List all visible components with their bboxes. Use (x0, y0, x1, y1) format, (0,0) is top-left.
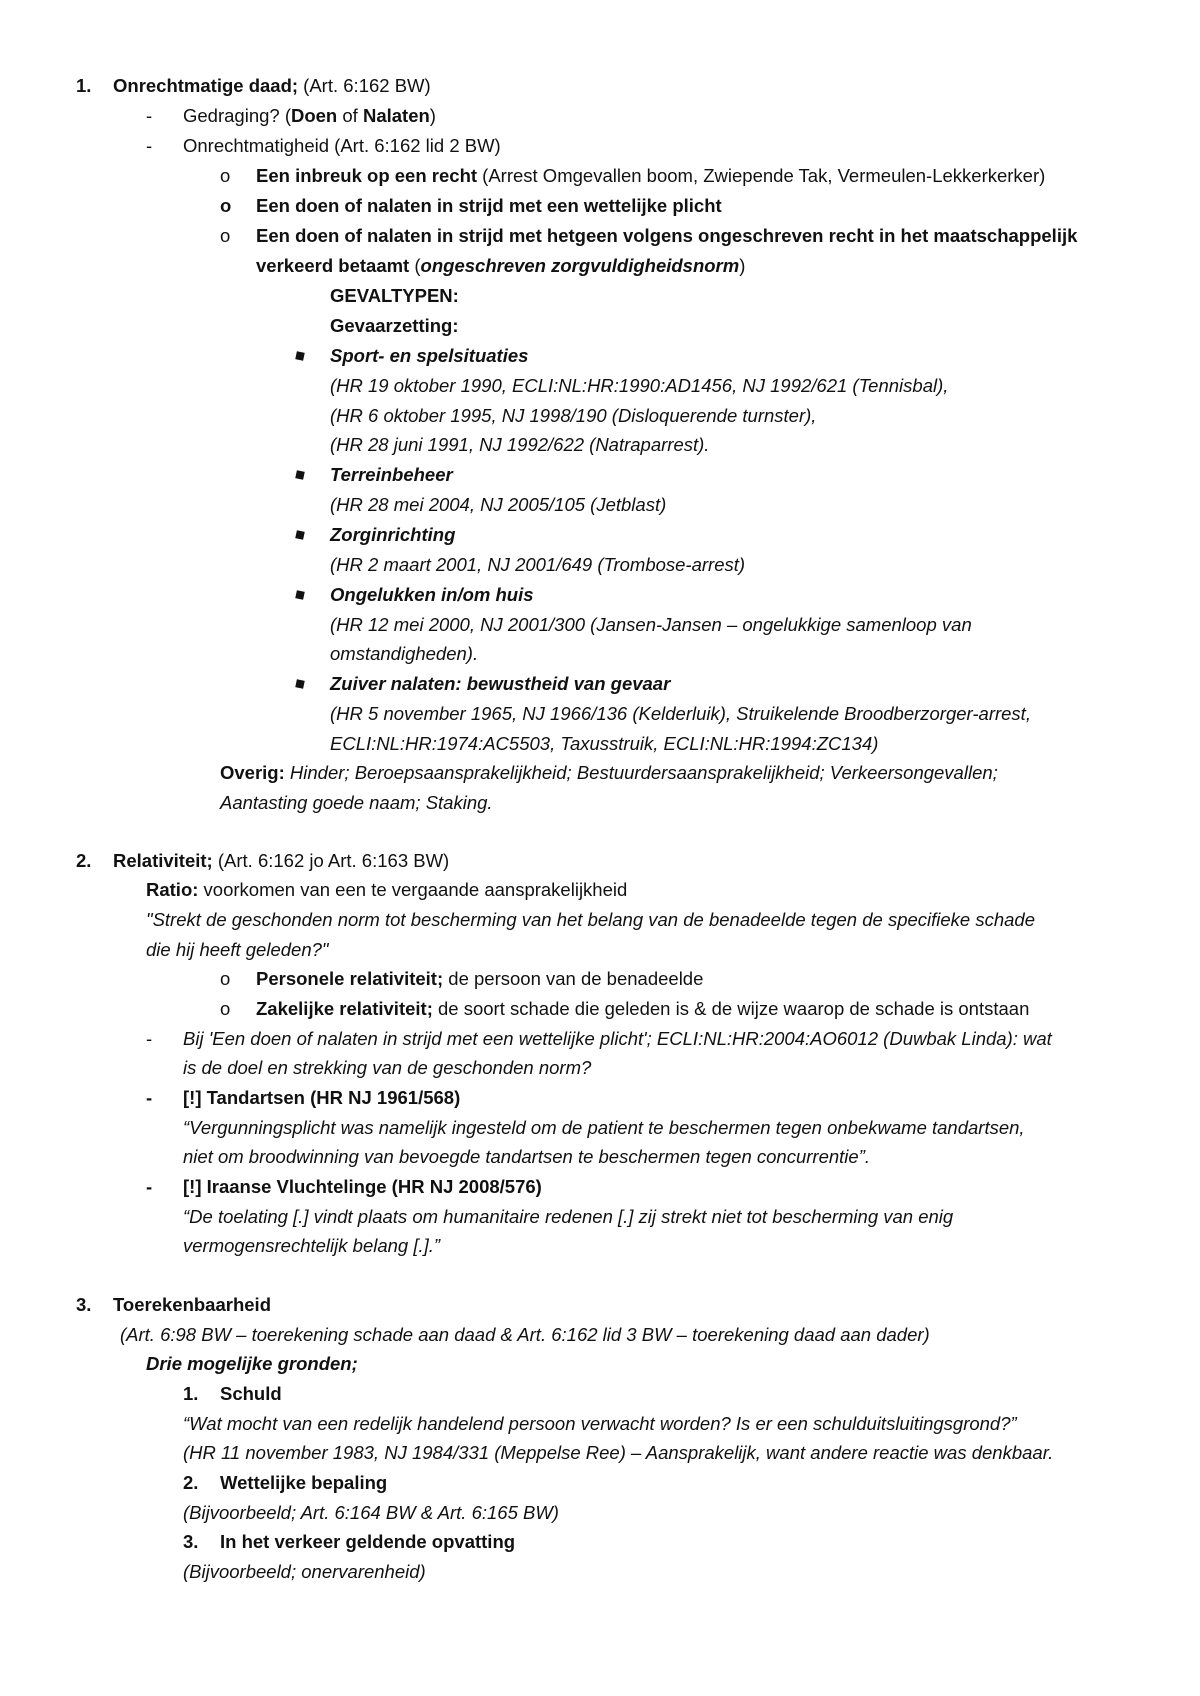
tandartsen-quote-2: niet om broodwinning van bevoegde tandartsen te beschermen tegen concurrentie”. (183, 1146, 870, 1167)
gedraging-text: Gedraging? ( (183, 105, 291, 126)
terrein-heading: Terreinbeheer (330, 464, 453, 485)
bij-line-2: is de doel en strekking van de geschonden norm? (183, 1057, 592, 1078)
circle-marker: o (220, 998, 231, 1019)
onrechtmatigheid-line: Onrechtmatigheid (Art. 6:162 lid 2 BW) (183, 135, 501, 156)
inbreuk-bold: Een inbreuk op een recht (256, 165, 478, 186)
overig-line-2: Aantasting goede naam; Staking. (220, 792, 493, 813)
circle-marker: o (220, 165, 231, 186)
zuiver-heading: Zuiver nalaten: bewustheid van gevaar (330, 673, 671, 694)
ongelukken-case-1: (HR 12 mei 2000, NJ 2001/300 (Jansen-Jansen – ongelukkige samenloop van (330, 614, 972, 635)
zorgvuldigheidsnorm: ongeschreven zorgvuldigheidsnorm (420, 255, 740, 276)
schuld-case: (HR 11 november 1983, NJ 1984/331 (Meppelse Ree) – Aansprakelijk, want andere reactie was denkbaar. (183, 1442, 1054, 1463)
dash-marker: - (146, 1028, 153, 1049)
ongelukken-heading: Ongelukken in/om huis (330, 584, 534, 605)
gedraging-of: of (337, 105, 363, 126)
circle-marker: o (220, 195, 232, 216)
paren-close: ) (739, 255, 746, 276)
personele-label: Personele relativiteit; (256, 968, 444, 989)
ground-3-number: 3. (183, 1531, 199, 1552)
ratio-label: Ratio: (146, 879, 199, 900)
ground-1-number: 1. (183, 1383, 199, 1404)
section-3-number: 3. (76, 1294, 92, 1315)
zakelijke-line (256, 996, 1029, 1022)
tandartsen-quote-1: “Vergunningsplicht was namelijk ingesteld om de patient te beschermen tegen onbekwame tandartsen, (183, 1117, 1025, 1138)
zakelijke-label: Zakelijke relativiteit; (256, 998, 433, 1019)
tandartsen-heading: [!] Tandartsen (HR NJ 1961/568) (183, 1087, 461, 1108)
gedraging-doen: Doen (290, 105, 338, 126)
bold-dash-marker: - (146, 1176, 153, 1197)
wettelijke-bepaling-example: (Bijvoorbeeld; Art. 6:164 BW & Art. 6:165 BW) (183, 1502, 559, 1523)
square-bullet-icon (295, 470, 304, 479)
iraanse-heading: [!] Iraanse Vluchtelinge (HR NJ 2008/576) (183, 1176, 542, 1197)
inbreuk-ref: (Arrest Omgevallen boom, Zwiepende Tak, Vermeulen-Lekkerkerker) (477, 165, 1046, 186)
gevaltypen-heading: GEVALTYPEN: (330, 285, 459, 306)
gedraging-line (183, 103, 436, 129)
schuld-heading: Schuld (220, 1383, 282, 1404)
section-2-title: Relativiteit; (113, 850, 213, 871)
square-bullet-icon (295, 351, 304, 360)
ratio-line (146, 877, 627, 903)
bold-dash-marker: - (146, 1087, 153, 1108)
square-bullet-icon (295, 679, 304, 688)
gedraging-close: ) (429, 105, 436, 126)
verkeerd-betaamt: verkeerd betaamt (256, 255, 410, 276)
paren-open: ( (409, 255, 421, 276)
schuld-quote: “Wat mocht van een redelijk handelend persoon verwacht worden? Is er een schulduitsluitingsgrond?” (183, 1413, 1017, 1434)
sport-case-1: (HR 19 oktober 1990, ECLI:NL:HR:1990:AD1456, NJ 1992/621 (Tennisbal), (330, 375, 949, 396)
zuiver-case-2: ECLI:NL:HR:1974:AC5503, Taxusstruik, ECLI:NL:HR:1994:ZC134) (330, 733, 879, 754)
inbreuk-line (256, 163, 1045, 189)
sport-case-2: (HR 6 oktober 1995, NJ 1998/190 (Disloquerende turnster), (330, 405, 817, 426)
circle-marker: o (220, 968, 231, 989)
section-1-number: 1. (76, 75, 92, 96)
gevaarzetting-heading: Gevaarzetting: (330, 315, 459, 336)
overig-label: Overig: (220, 762, 285, 783)
quote-line-1: "Strekt de geschonden norm tot bescherming van het belang van de benadeelde tegen de specifieke schade (146, 909, 1036, 930)
circle-marker: o (220, 225, 231, 246)
section-2-number: 2. (76, 850, 92, 871)
zuiver-case-1: (HR 5 november 1965, NJ 1966/136 (Kelderluik), Struikelende Broodberzorger-arrest, (330, 703, 1031, 724)
sport-heading: Sport- en spelsituaties (330, 345, 529, 366)
gedraging-nalaten: Nalaten (362, 105, 430, 126)
ongeschreven-line-1: Een doen of nalaten in strijd met hetgeen volgens ongeschreven recht in het maatschappelijk (256, 225, 1078, 246)
overig-list: Hinder; Beroepsaansprakelijkheid; Bestuurdersaansprakelijkheid; Verkeersongevallen; (284, 762, 998, 783)
terrein-case-1: (HR 28 mei 2004, NJ 2005/105 (Jetblast) (330, 494, 667, 515)
section-3-title: Toerekenbaarheid (113, 1294, 271, 1315)
zorg-case-1: (HR 2 maart 2001, NJ 2001/649 (Trombose-arrest) (330, 554, 746, 575)
square-bullet-icon (295, 530, 304, 539)
dash-marker: - (146, 105, 153, 126)
section-2-heading (113, 848, 449, 874)
section-3-ref: (Art. 6:98 BW – toerekening schade aan daad & Art. 6:162 lid 3 BW – toerekening daad aan dader) (120, 1324, 930, 1345)
drie-gronden-heading: Drie mogelijke gronden; (146, 1353, 358, 1374)
ground-2-number: 2. (183, 1472, 199, 1493)
ongelukken-case-2: omstandigheden). (330, 643, 479, 664)
sport-case-3: (HR 28 juni 1991, NJ 1992/622 (Natraparrest). (330, 434, 710, 455)
verkeer-opvatting-example: (Bijvoorbeeld; onervarenheid) (183, 1561, 426, 1582)
square-bullet-icon (295, 590, 304, 599)
section-1-heading (113, 73, 431, 99)
overig-line-1 (220, 760, 998, 786)
personele-line (256, 966, 703, 992)
verkeer-opvatting-heading: In het verkeer geldende opvatting (220, 1531, 516, 1552)
ongeschreven-line-2 (256, 253, 745, 279)
quote-line-2: die hij heeft geleden?" (146, 939, 329, 960)
iraanse-quote-1: “De toelating [.] vindt plaats om humanitaire redenen [.] zij strekt niet tot bescherming van enig (183, 1206, 954, 1227)
zorg-heading: Zorginrichting (330, 524, 456, 545)
wettelijke-plicht-line: Een doen of nalaten in strijd met een wettelijke plicht (256, 195, 722, 216)
section-2-ref: (Art. 6:162 jo Art. 6:163 BW) (212, 850, 450, 871)
zakelijke-text: de soort schade die geleden is & de wijze waarop de schade is ontstaan (432, 998, 1030, 1019)
ratio-text: voorkomen van een te vergaande aansprakelijkheid (198, 879, 628, 900)
bij-line-1: Bij 'Een doen of nalaten in strijd met een wettelijke plicht'; ECLI:NL:HR:2004:AO6012 (Duwbak Linda): wat (183, 1028, 1052, 1049)
section-1-ref: (Art. 6:162 BW) (298, 75, 431, 96)
wettelijke-bepaling-heading: Wettelijke bepaling (220, 1472, 388, 1493)
dash-marker: - (146, 135, 153, 156)
personele-text: de persoon van de benadeelde (443, 968, 704, 989)
section-1-title: Onrechtmatige daad; (113, 75, 299, 96)
iraanse-quote-2: vermogensrechtelijk belang [.].” (183, 1235, 441, 1256)
